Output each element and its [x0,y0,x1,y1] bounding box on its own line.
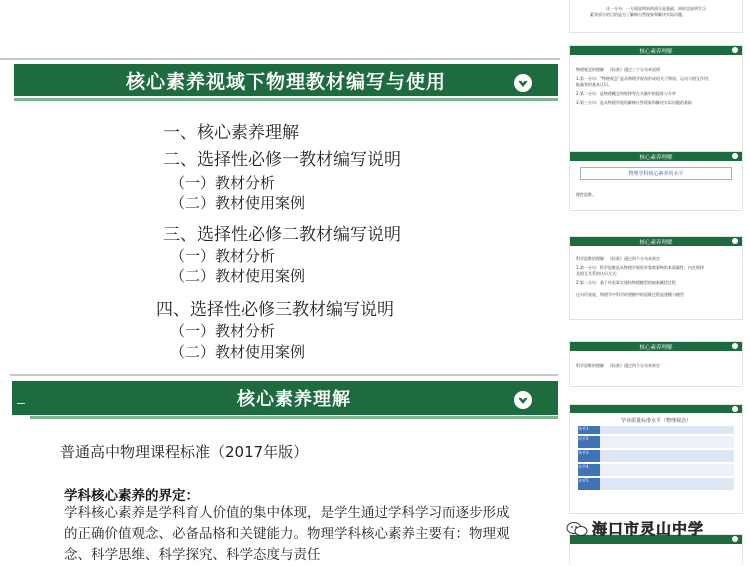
thumb-1-line: 1.第一分句：“物理观念”是从物理学视角形成的关于物质、运动与相互作用、 [576,76,712,81]
outline-item-4: 四、选择性必修三教材编写说明 [156,300,394,320]
outline-item-2: 二、选择性必修一教材编写说明 [163,150,401,170]
thumb-5-table [578,426,734,490]
definition-line-1: 学科核心素养是学科育人价值的集中体现，是学生通过学科学习而逐步形成 [64,505,510,521]
outline-item-3-sub-1: （一）教材分析 [170,247,276,265]
slide2-side-tab [12,381,30,415]
thumb-4-bar: 核心素养理解 [570,342,742,351]
thumb-5-row-label: 水平3 [578,450,600,462]
thumb-5-row-label: 水平4 [578,464,600,476]
thumb-3-line: 及相互关系的认识方式； [576,271,620,276]
thumb-3-line: 2.第二分句：基于经验事实建构物理模型的抽象概括过程 [576,280,676,285]
thumb-2-line: 理性思维。 [576,192,596,197]
thumb-5-row-label: 水平5 [578,478,600,490]
thumb-1-line: 2.第二分句：是物理概念和规律等在头脑中的提炼与升华 [576,91,676,96]
wechat-watermark [566,518,704,539]
thumb-5-title: 学业质量标准水平（物理观念） [620,418,691,424]
thumb-3-line: 1.第一分句：科学思维是从物理学视角对客观事物的本质属性、内在规律 [576,265,704,270]
definition-heading: 学科核心素养的界定： [64,488,199,504]
outline-item-3: 三、选择性必修二教材编写说明 [163,225,401,245]
thumb-1-line: 能量等的基本认识。 [576,82,612,87]
slide2-top-rule [10,374,558,376]
thumb-3-line: 这句话表说，物理学中科学的建模中的思维过程是建模与模型 [576,292,684,297]
school-logo-icon [512,72,534,94]
outline-item-1: 一、核心素养理解 [163,123,299,143]
thumbnail-3[interactable] [569,236,743,320]
thumb-3-bar: 核心素养理解 [570,237,742,246]
slide1-title-bar [14,64,558,96]
thumb-2-bar: 核心素养理解 [570,152,742,161]
thumb-1-line: 物理观念的理解：《标准》通过三个分句来说明 [576,67,660,72]
thumbnail-top[interactable] [569,0,743,33]
definition-line-3: 念、科学思维、科学探究、科学态度与责任 [64,547,321,563]
slide1-bottom-rule [14,98,558,101]
slide2-title: 核心素养理解 [237,389,351,410]
thumb-5-bar [570,405,742,413]
slide2-title-bar [30,381,558,415]
school-logo-icon [512,389,534,411]
wechat-icon [566,521,588,537]
thumb-3-line: 科学思维的理解：《标准》通过四个分句来界定 [576,256,660,261]
thumb-4-line: 科学思维的理解：《标准》通过四个分句来界定 [576,363,660,368]
outline-item-2-sub-1: （一）教材分析 [170,174,276,192]
thumb-1-bar: 核心素养理解 [570,46,742,55]
thumbnail-2[interactable] [569,151,743,211]
outline-item-3-sub-2: （二）教材使用案例 [170,267,306,285]
outline-item-4-sub-2: （二）教材使用案例 [170,343,306,361]
thumbnail-5[interactable] [569,404,743,514]
watermark-text: 海口市灵山中学 [592,520,705,538]
outline-item-4-sub-1: （一）教材分析 [170,322,276,340]
curriculum-standard-title: 普通高中物理课程标准（2017年版） [60,443,309,461]
thumb-2-box: 物理学科核心素养的水平 [580,167,732,180]
thumb-5-row-label: 水平2 [578,436,600,448]
thumb-top-line-1: 这一分句，一方面说明前两部分是基础，同时也说明学习 [606,6,706,11]
thumb-1-line: 3.第三分句：是从物理学视角解释自然现象和解决实际问题的基础 [576,100,692,105]
slide1-top-rule [0,58,560,60]
slide2-bottom-rule [30,416,558,419]
thumb-5-row-label: 水平1 [578,426,600,434]
definition-line-2: 的正确价值观念、必备品格和关键能力。物理学科核心素养主要有：物理观 [64,526,510,542]
outline-item-2-sub-2: （二）教材使用案例 [170,194,306,212]
thumbnail-1[interactable] [569,45,743,157]
thumbnail-4[interactable] [569,341,743,387]
thumb-top-line-2: 素养部分的目的是为了解释自然现象和解决实际问题。 [590,12,686,17]
slide1-title: 核心素养视域下物理教材编写与使用 [125,70,446,93]
